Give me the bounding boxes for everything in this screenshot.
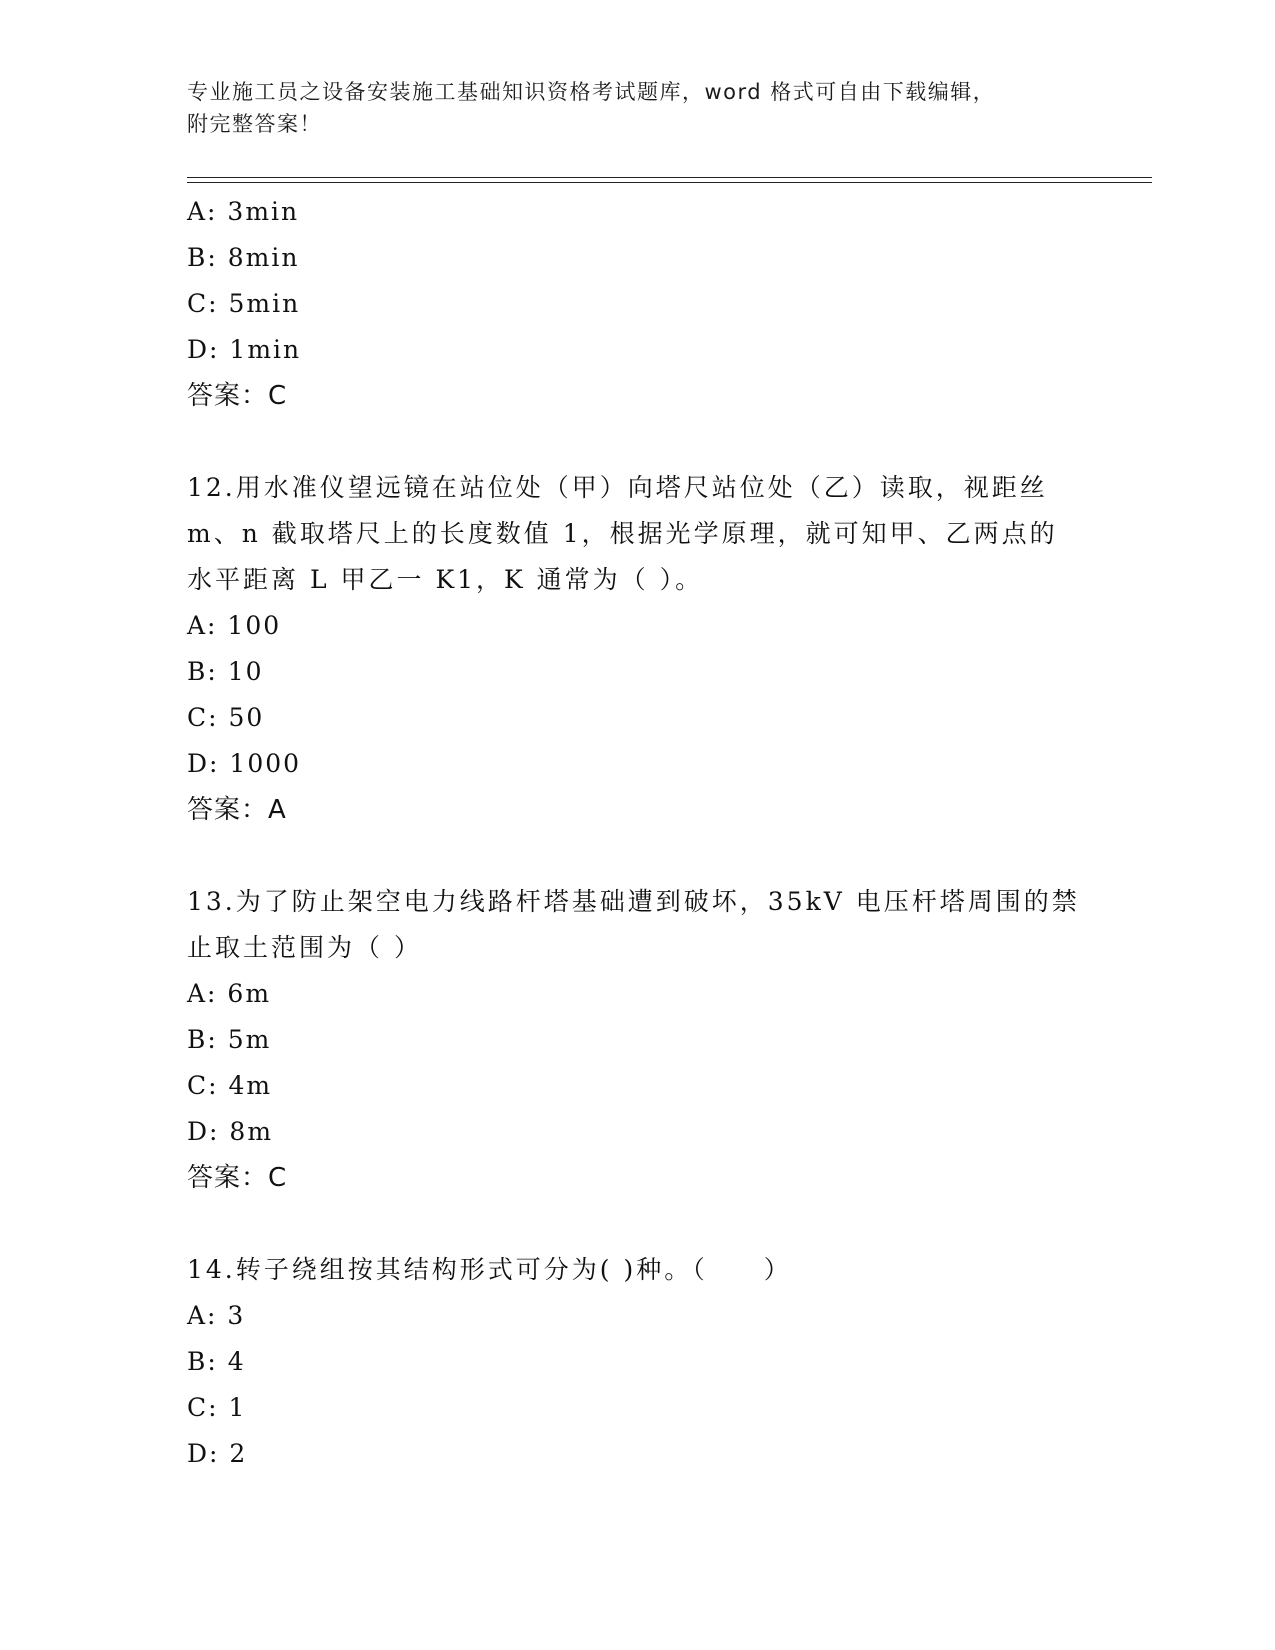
option-c: C: 5min — [187, 289, 301, 318]
header-divider-top — [187, 177, 1152, 178]
question-stem — [187, 465, 1087, 603]
question-14 — [187, 1247, 1087, 1477]
spacer — [187, 419, 1087, 465]
option-c: C: 4m — [187, 1071, 273, 1100]
question-list — [187, 189, 1087, 1477]
header-divider-bottom — [187, 182, 1152, 183]
document-header — [187, 76, 1087, 140]
option-d: D: 1000 — [187, 749, 302, 778]
answer-label: 答案：C — [187, 381, 288, 411]
stem-line: 水平距离 L 甲乙一 K1，K 通常为（ ）。 — [187, 565, 704, 594]
option-a: A: 6m — [187, 979, 272, 1008]
spacer — [187, 1201, 1087, 1247]
stem-line: 14.转子绕组按其结构形式可分为( )种。（ ） — [187, 1255, 792, 1284]
option-d: D: 2 — [187, 1439, 248, 1468]
stem-line: 13.为了防止架空电力线路杆塔基础遭到破坏，35kV 电压杆塔周围的禁 — [187, 887, 1080, 916]
option-d: D: 1min — [187, 335, 302, 364]
option-c: C: 1 — [187, 1393, 247, 1422]
answer-label: 答案：A — [187, 795, 287, 825]
question-12 — [187, 465, 1087, 833]
stem-line: 止取土范围为（ ） — [187, 933, 422, 962]
option-c: C: 50 — [187, 703, 265, 732]
question-stem — [187, 879, 1087, 971]
question-13 — [187, 879, 1087, 1201]
spacer — [187, 833, 1087, 879]
option-a: A: 100 — [187, 611, 282, 640]
question-stem — [187, 1247, 1087, 1293]
answer-label: 答案：C — [187, 1163, 288, 1193]
header-line-1: 专业施工员之设备安装施工基础知识资格考试题库，word 格式可自由下载编辑， — [187, 80, 996, 104]
stem-line: m、n 截取塔尺上的长度数值 1，根据光学原理，就可知甲、乙两点的 — [187, 519, 1058, 548]
option-b: B: 4 — [187, 1347, 246, 1376]
option-a: A: 3 — [187, 1301, 246, 1330]
stem-line: 12.用水准仪望远镜在站位处（甲）向塔尺站位处（乙）读取，视距丝 — [187, 473, 1048, 502]
option-b: B: 5m — [187, 1025, 272, 1054]
question-11 — [187, 189, 1087, 419]
option-b: B: 10 — [187, 657, 264, 686]
header-line-2: 附完整答案！ — [187, 112, 322, 136]
option-a: A: 3min — [187, 197, 300, 226]
option-b: B: 8min — [187, 243, 300, 272]
option-d: D: 8m — [187, 1117, 274, 1146]
